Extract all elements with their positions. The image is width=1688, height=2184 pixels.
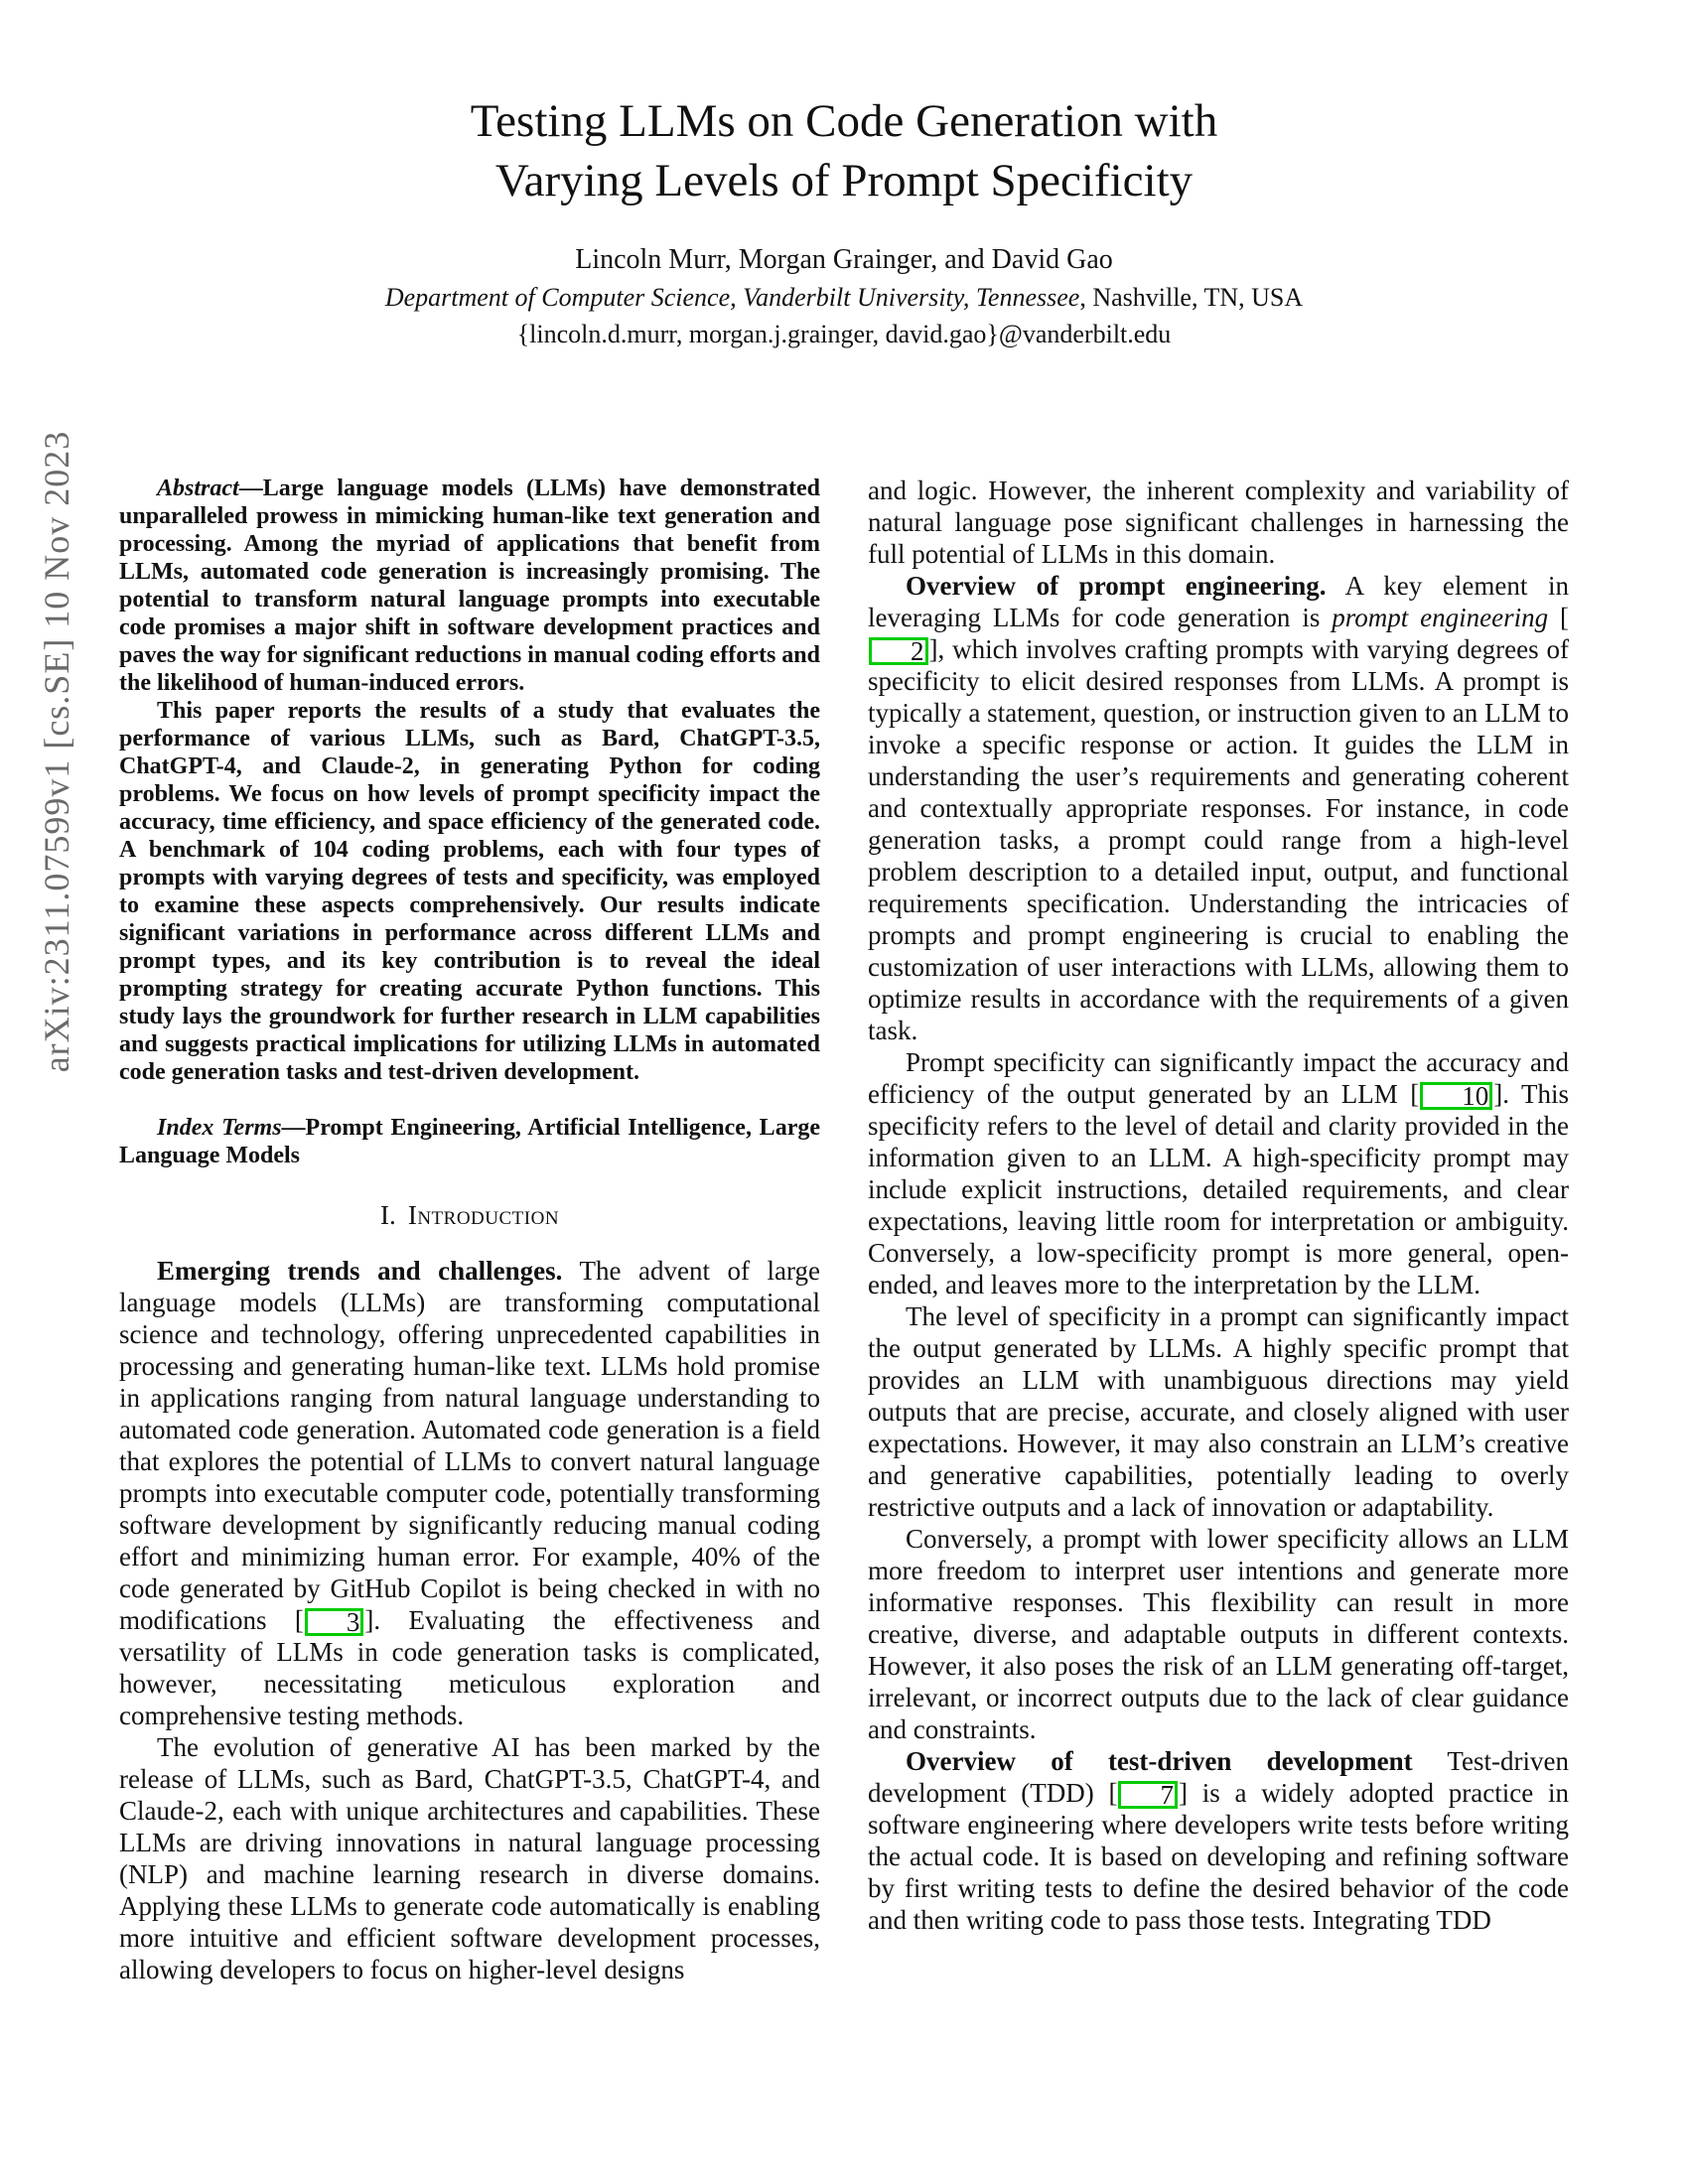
paragraph (119, 1114, 820, 1169)
text-run: is a widely adopted practice in software engineering where developers write tests before writing the actual code. It is based on developing and refining software by first writing tests to define the desired behavior of the code and then writing code to pass those tests. Integrating TDD (868, 1778, 1569, 1935)
text-run: . Evaluating the effectiveness and versatility of LLMs in code generation tasks is complicated, however, necessitating meticulous exploration and comprehensive testing methods. (119, 1605, 820, 1730)
text-run: Overview of test-driven development (906, 1746, 1413, 1776)
text-run: A key element in leveraging LLMs for code generation is (868, 571, 1569, 632)
paper-header (0, 91, 1688, 349)
arxiv-watermark: arXiv:2311.07599v1 [cs.SE] 10 Nov 2023 (37, 430, 76, 1073)
paper-title (0, 91, 1688, 210)
section-number: I. (379, 1200, 396, 1230)
section-title: Introduction (407, 1200, 560, 1230)
index-terms-section (119, 1114, 820, 1169)
paper-title-line2: Varying Levels of Prompt Specificity (494, 155, 1194, 207)
abstract-section (119, 475, 820, 1086)
citation-link[interactable]: 10 (1420, 1082, 1492, 1110)
text-run: Test-driven development (TDD) (868, 1746, 1569, 1808)
paragraph: Prompt specificity can significantly impact the accuracy and efficiency of the output generated by an LLM [ 10 ]. This specificity refers to the level of detail and clarity provided in the information given to an LLM. A high-specificity prompt may include explicit instructions, detailed requirements, and clear expectations, leaving little room for interpretation or ambiguity. Conversely, a low-specificity prompt is more general, open-ended, and leaves more to the interpretation by the LLM. (868, 1047, 1569, 1299)
text-run: and logic. However, the inherent complexity and variability of natural language pose significant challenges in harnessing the full potential of LLMs in this domain. (868, 476, 1569, 569)
text-run: , which involves crafting prompts with varying degrees of specificity to elicit desired responses from LLMs. A prompt is typically a statement, question, or instruction given to an LLM to invoke a specific response or action. It guides the LLM in understanding the user’s requirements and generating coherent and contextually appropriate responses. For instance, in code generation tasks, a prompt could range from a high-level problem description to a detailed input, output, and functional requirements specification. Understanding the intricacies of prompts and prompt engineering is crucial to enabling the customization of user interactions with LLMs, allowing them to optimize results in accordance with the requirements of a given task. (868, 634, 1569, 1045)
paragraph (868, 1523, 1569, 1745)
right-column (868, 475, 1569, 1985)
paragraph: Overview of prompt engineering. A key element in leveraging LLMs for code generation is prompt engineering [2 ], which involves crafting prompts with varying degrees of specificity to elicit desired responses from LLMs. A prompt is typically a statement, question, or instruction given to an LLM to invoke a specific response or action. It guides the LLM in understanding the user’s requirements and generating coherent and contextually appropriate responses. For instance, in code generation tasks, a prompt could range from a high-level problem description to a detailed input, output, and functional requirements specification. Understanding the intricacies of prompts and prompt engineering is crucial to enabling the customization of user interactions with LLMs, allowing them to optimize results in accordance with the requirements of a given task. (868, 571, 1570, 1045)
text-run: This paper reports the results of a study that evaluates the performance of various LLMs, such as Bard, ChatGPT-3.5, ChatGPT-4, and Claude-2, in generating Python for coding problems. We focus on how levels of prompt specificity impact the accuracy, time efficiency, and space efficiency of the generated code. A benchmark of 104 coding problems, each with four types of prompts with varying degrees of tests and specificity, was employed to examine these aspects comprehensively. Our results indicate significant variations in performance across different LLMs and prompt types, and its key contribution is to reveal the ideal prompting strategy for creating accurate Python functions. This study lays the groundwork for further research in LLM capabilities and suggests practical implications for utilizing LLMs in automated code generation tasks and test-driven development. (119, 698, 820, 1085)
text-run: The level of specificity in a prompt can significantly impact the output generated by LLMs. A highly specific prompt that provides an LLM with unambiguous directions may yield outputs that are precise, accurate, and closely aligned with user expectations. However, it may also constrain an LLM’s creative and generative capabilities, potentially leading to overly restrictive outputs and a lack of innovation or adaptability. (868, 1301, 1569, 1522)
text-run: Abstract (157, 476, 239, 501)
paragraph (119, 475, 820, 697)
paragraph: Emerging trends and challenges. The advent of large language models (LLMs) are transforming computational science and technology, offering unprecedented capabilities in processing and generating human-like text. LLMs hold promise in applications ranging from natural language understanding to automated code generation. Automated code generation is a field that explores the potential of LLMs to convert natural language prompts into executable computer code, potentially transforming software development by significantly reducing manual coding effort and minimizing human error. For example, 40% of the code generated by GitHub Copilot is being checked in with no modifications [ 3 ]. Evaluating the effectiveness and versatility of LLMs in code generation tasks is complicated, however, necessitating meticulous exploration and comprehensive testing methods. (119, 1256, 820, 1730)
affiliation-roman-part: , Nashville, TN, USA (1079, 283, 1304, 313)
left-column (119, 475, 820, 1985)
two-column-body (119, 475, 1569, 1985)
text-run: The advent of large language models (LLMs) are transforming computational science and technology, offering unprecedented capabilities in processing and generating human-like text. LLMs hold promise in applications ranging from natural language understanding to automated code generation. Automated code generation is a field that explores the potential of LLMs to convert natural language prompts into executable computer code, potentially transforming software development by significantly reducing manual coding effort and minimizing human error. For example, 40% of the code generated by GitHub Copilot is being checked in with no modifications (119, 1256, 820, 1635)
affiliation-italic-part: Department of Computer Science, Vanderbilt University, Tennessee (384, 283, 1080, 313)
citation-link[interactable]: 2 (869, 637, 928, 665)
paragraph (119, 697, 820, 1086)
section-heading-introduction (119, 1199, 820, 1231)
citation-link[interactable]: 3 (305, 1608, 364, 1636)
email-line: {lincoln.d.murr, morgan.j.grainger, david.gao}@vanderbilt.edu (516, 320, 1172, 349)
affiliation-line (0, 283, 1688, 313)
text-run: Prompt specificity can significantly impact the accuracy and efficiency of the output generated by an LLM (868, 1047, 1569, 1109)
introduction-left-paragraphs (119, 1255, 820, 1985)
text-run: Conversely, a prompt with lower specificity allows an LLM more freedom to interpret user intentions and generate more informative responses. This flexibility can result in more creative, diverse, and adaptable outputs in different contexts. However, it also poses the risk of an LLM generating off-target, irrelevant, or incorrect outputs due to the lack of clear guidance and constraints. (868, 1524, 1569, 1744)
paragraph (868, 1300, 1569, 1523)
text-run (1548, 603, 1560, 632)
text-run: Index Terms (157, 1115, 282, 1141)
text-run: prompt engineering (1332, 603, 1549, 632)
text-run: . This specificity refers to the level of detail and clarity provided in the information given to an LLM. A high-specificity prompt may include explicit instructions, detailed requirements, and clear expectations, leaving little room for interpretation or ambiguity. Conversely, a low-specificity prompt is more general, open-ended, and leaves more to the interpretation by the LLM. (868, 1079, 1569, 1299)
paper-title-line1: Testing LLMs on Code Generation with (470, 95, 1218, 147)
text-run: —Large language models (LLMs) have demonstrated unparalleled prowess in mimicking human-like text generation and processing. Among the myriad of applications that benefit from LLMs, automated code generation is increasingly promising. The potential to transform natural language prompts into executable code promises a major shift in software development practices and paves the way for significant reductions in manual coding efforts and the likelihood of human-induced errors. (119, 476, 820, 696)
paragraph (119, 1731, 820, 1985)
citation-link[interactable]: 7 (1118, 1781, 1178, 1809)
text-run: Emerging trends and challenges. (157, 1256, 563, 1286)
authors-line: Lincoln Murr, Morgan Grainger, and David Gao (575, 244, 1113, 276)
text-run: Overview of prompt engineering. (906, 571, 1327, 601)
text-run: —Prompt Engineering, Artificial Intelligence, Large Language Models (119, 1115, 820, 1168)
text-run: The evolution of generative AI has been marked by the release of LLMs, such as Bard, ChatGPT-3.5, ChatGPT-4, and Claude-2, each with unique architectures and capabilities. These LLMs are driving innovations in natural language processing (NLP) and machine learning research in diverse domains. Applying these LLMs to generate code automatically is enabling more intuitive and efficient software development processes, allowing developers to focus on higher-level designs (119, 1732, 820, 1984)
paragraph (868, 475, 1569, 570)
paragraph: Overview of test-driven development Test-driven development (TDD) [ 7 ] is a widely adopted practice in software engineering where developers write tests before writing the actual code. It is based on developing and refining software by first writing tests to define the desired behavior of the code and then writing code to pass those tests. Integrating TDD (868, 1746, 1569, 1935)
